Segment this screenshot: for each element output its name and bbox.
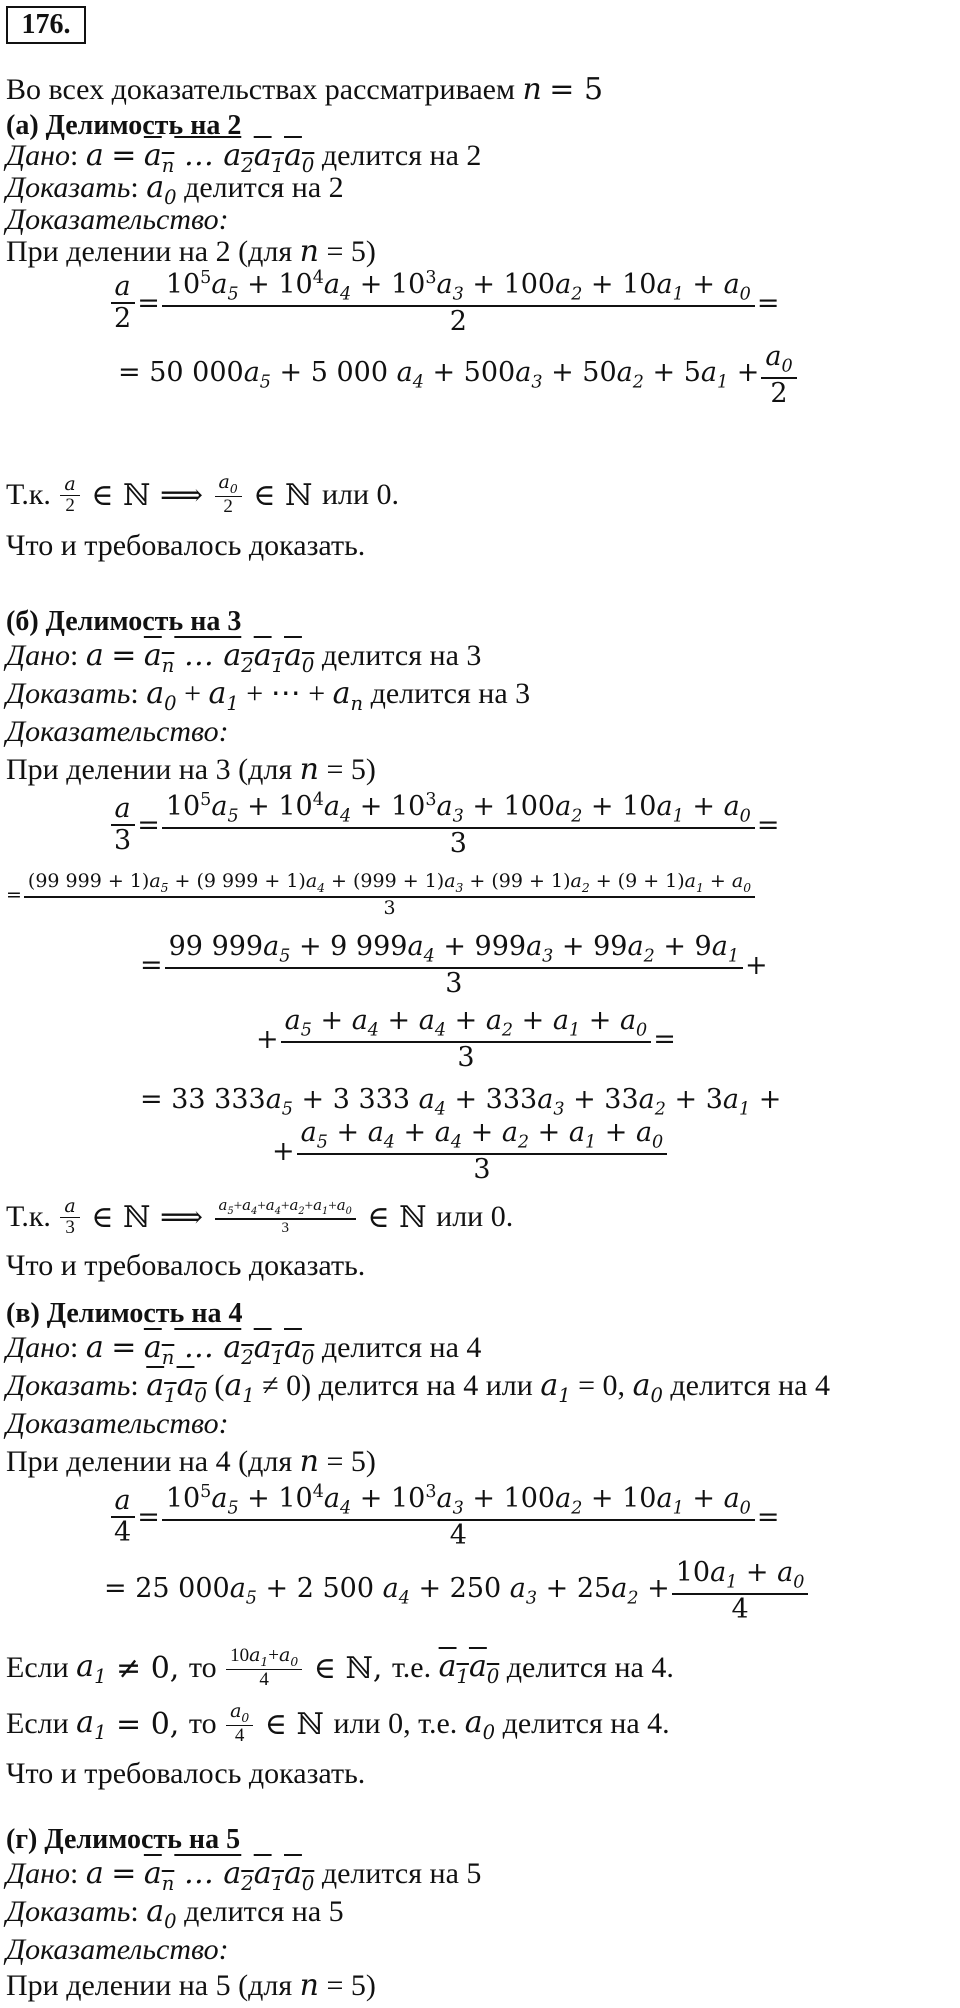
part-b-given: Дано: $a = a_n$ … $a_2a_1a_0$ делится на 3	[6, 638, 482, 677]
intro-text: Во всех доказательствах рассматриваем	[6, 73, 515, 106]
part-b-header: (б) Делимость на 3	[6, 606, 242, 637]
part-a-proof-label: Доказательство:	[6, 203, 229, 236]
part-a-eq1: $\frac{a}{2}$ = $\frac{10^5a_5 + 10^4a_4 + 10^3a_3 + 100a_2 + 10a_1 + a_0}{2}$ =	[108, 268, 779, 338]
part-a-eq2: = 50 $000a_5 + 5$ 000 $a_4 + 500a_3 + 50a_2 + 5a_1$ + $\frac{a_0}{2}$	[118, 340, 799, 410]
part-a-qed: Что и требовалось доказать.	[6, 529, 366, 562]
part-c-eq1: $\frac{a}{4}$ = $\frac{10^5a_5 + 10^4a_4 + 10^3a_3 + 100a_2 + 10a_1 + a_0}{4}$ =	[108, 1482, 779, 1552]
part-b-qed: Что и требовалось доказать.	[6, 1249, 366, 1282]
part-c-qed: Что и требовалось доказать.	[6, 1757, 366, 1790]
problem-number: 176.	[6, 6, 86, 44]
part-b-eq6: + $\frac{a_5 + a_4 + a_4 + a_2 + a_1 + a_0}{3}$	[272, 1116, 669, 1186]
part-b-eq1: $\frac{a}{3}$ = $\frac{10^5a_5 + 10^4a_4 + 10^3a_3 + 100a_2 + 10a_1 + a_0}{3}$ =	[108, 790, 779, 860]
part-b-proof-label: Доказательство:	[6, 715, 229, 748]
intro-line: Во всех доказательствах рассматриваем n = 5	[6, 72, 604, 107]
part-a-division-line: При делении на 2 (для n = 5)	[6, 234, 376, 269]
part-d-prove: Доказать: $a_0$ делится на 5	[6, 1894, 344, 1933]
part-d-division-line: При делении на 5 (для n = 5)	[6, 1968, 376, 2003]
part-a-header: (а) Делимость на 2	[6, 110, 242, 141]
part-c-prove: Доказать: $a_1a_0$ $(a_1 \ne 0)$ делится на 4 или $a_1 = 0$, $a_0$ делится на 4	[6, 1368, 830, 1407]
part-d-header: (г) Делимость на 5	[6, 1824, 241, 1855]
part-b-eq3: = $\frac{99 999a_5 + 9 999a_4 + 999a_3 + 99a_2 + 9a_1}{3}$ +	[140, 930, 768, 999]
part-b-division-line: При делении на 3 (для n = 5)	[6, 752, 376, 787]
part-c-header: (в) Делимость на 4	[6, 1298, 243, 1329]
part-d-proof-label: Доказательство:	[6, 1933, 229, 1966]
part-b-tk-line: Т.к. $\frac{a}{3}$ ∈ ℕ ⟹ $\frac{a_5+a_4+a_4+a_2+a_1+a_0}{3}$ ∈ ℕ или 0.	[6, 1194, 514, 1238]
part-a-given: Дано: $a = a_n$ … $a_2a_1a_0$ делится на 2	[6, 138, 482, 177]
part-c-case1: Если $a_1$ ≠ 0, то $\frac{10a_1+a_0}{4}$ ∈ ℕ, т.е. $a_1a_0$ делится на 4.	[6, 1643, 674, 1691]
part-b-prove: Доказать: $a_0 + a_1$ + ⋯ + $a_n$ делится на 3	[6, 676, 531, 715]
part-a-tk-line: Т.к. $\frac{a}{2}$ ∈ ℕ ⟹ $\frac{a_0}{2}$ ∈ ℕ или 0.	[6, 470, 400, 518]
part-c-eq2: = 25 $000a_5 + 2$ 500 $a_4 + 250$ $a_3 + 25a_2$ + $\frac{10a_1 + a_0}{4}$	[104, 1556, 810, 1626]
part-c-proof-label: Доказательство:	[6, 1407, 229, 1440]
part-a-prove: Доказать: $a_0$ делится на 2	[6, 170, 344, 209]
part-b-eq2: = (99 $999 + 1)a_5 + (9$ $999 + 1)a_4 + (999 + 1)a_3 + (99 + 1)a_2 + (9 + 1)a_1 + a_0$ 3	[6, 866, 757, 924]
part-b-eq5: = 33 $333a_5 + 3$ 333 $a_4 + 333a_3 + 33a_2 + 3a_1$ +	[140, 1084, 782, 1120]
part-c-division-line: При делении на 4 (для n = 5)	[6, 1444, 376, 1479]
part-b-eq4: + $\frac{a_5 + a_4 + a_4 + a_2 + a_1 + a_0}{3}$ =	[256, 1004, 676, 1073]
part-c-given: Дано: $a = a_n$ … $a_2a_1a_0$ делится на 4	[6, 1330, 482, 1369]
part-d-given: Дано: $a = a_n$ … $a_2a_1a_0$ делится на 5	[6, 1856, 482, 1895]
part-c-case2: Если $a_1$ = 0, то $\frac{a_0}{4}$ ∈ ℕ или 0, т.е. $a_0$ делится на 4.	[6, 1699, 670, 1747]
